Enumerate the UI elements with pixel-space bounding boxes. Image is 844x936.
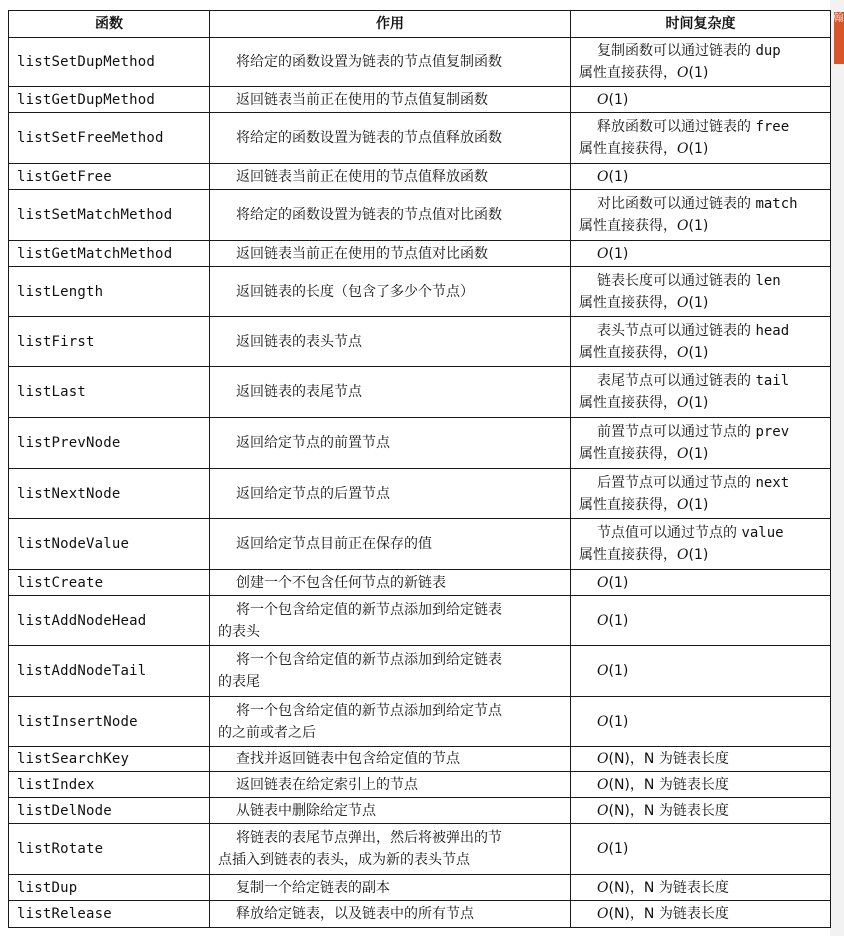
description-line: 返回链表当前正在使用的节点值释放函数 [236, 168, 488, 185]
time-complexity [571, 798, 831, 824]
complexity-value: O(1) [597, 841, 629, 857]
time-complexity [571, 697, 831, 747]
function-name: listSetMatchMethod [9, 190, 210, 241]
table-row [9, 418, 831, 469]
complexity-note-tail: 属性直接获得， [579, 294, 677, 311]
time-complexity [571, 164, 831, 190]
complexity-note-text: 对比函数可以通过链表的 [597, 196, 751, 212]
time-complexity [571, 267, 831, 317]
right-edge-strip [830, 0, 844, 936]
function-description [210, 38, 571, 87]
attribute-name: head [755, 322, 790, 339]
function-name: listDup [9, 875, 210, 901]
complexity-value: O(1) [597, 168, 629, 185]
description-line-2: 点插入到链表的表头，成为新的表头节点 [218, 852, 470, 868]
table-row [9, 87, 831, 113]
time-complexity [571, 38, 831, 87]
function-name: listGetMatchMethod [9, 241, 210, 267]
table-row [9, 646, 831, 697]
complexity-value: O(1) [597, 663, 629, 679]
table-row [9, 570, 831, 596]
attribute-name: free [755, 119, 790, 135]
table-row [9, 113, 831, 164]
table-row [9, 875, 831, 901]
table-row [9, 901, 831, 928]
function-name: listDelNode [9, 798, 210, 824]
description-line: 返回链表当前正在使用的节点值复制函数 [236, 91, 488, 108]
complexity-value: O(N) [597, 802, 630, 819]
function-name: listRotate [9, 824, 210, 875]
time-complexity [571, 747, 831, 772]
complexity-value: O(1) [677, 294, 709, 311]
header-purpose: 作用 [210, 11, 571, 38]
table-row [9, 596, 831, 646]
description-line: 返回链表的表头节点 [236, 333, 362, 350]
time-complexity [571, 519, 831, 570]
description-line: 从链表中删除给定节点 [236, 802, 376, 819]
description-line: 将给定的函数设置为链表的节点值对比函数 [236, 207, 502, 223]
complexity-line [579, 838, 628, 860]
time-complexity [571, 646, 831, 697]
complexity-note-text: 节点值可以通过节点的 [597, 525, 737, 541]
function-description [210, 418, 571, 469]
complexity-note [579, 421, 789, 443]
complexity-note-tail: 属性直接获得， [579, 344, 677, 361]
description-line: 返回链表的表尾节点 [236, 384, 362, 400]
function-description [210, 875, 571, 901]
complexity-value: O(1) [677, 496, 709, 513]
complexity-value: O(N) [597, 879, 630, 896]
description-line: 返回链表当前正在使用的节点值对比函数 [236, 245, 488, 262]
complexity-value: O(N) [597, 751, 630, 767]
description-line: 查找并返回链表中包含给定值的节点 [236, 751, 460, 767]
function-name: listNodeValue [9, 519, 210, 570]
complexity-value: O(1) [677, 218, 709, 234]
table-row [9, 367, 831, 418]
description-line: 返回给定节点的前置节点 [236, 435, 390, 451]
description-line-2: 的之前或者之后 [218, 724, 316, 741]
complexity-value: O(1) [677, 344, 709, 361]
time-complexity [571, 190, 831, 241]
complexity-value: O(1) [597, 245, 629, 262]
description-line-2: 的表尾 [218, 674, 260, 690]
complexity-value: O(1) [597, 713, 629, 730]
description-line: 将给定的函数设置为链表的节点值释放函数 [236, 130, 502, 146]
function-description [210, 164, 571, 190]
complexity-value: O(1) [597, 91, 629, 108]
complexity-note-tail: 属性直接获得， [579, 547, 677, 563]
complexity-value: O(1) [677, 395, 709, 411]
time-complexity [571, 113, 831, 164]
complexity-note [579, 193, 798, 215]
function-name: listGetFree [9, 164, 210, 190]
description-line: 将给定的函数设置为链表的节点值复制函数 [236, 54, 502, 70]
complexity-suffix: ，N 为链表长度 [629, 776, 729, 793]
complexity-line [579, 748, 729, 770]
function-description [210, 317, 571, 367]
attribute-name: dup [755, 43, 781, 59]
table-row [9, 747, 831, 772]
complexity-line [579, 243, 628, 265]
table-row [9, 190, 831, 241]
complexity-value: O(N) [597, 776, 630, 793]
time-complexity [571, 875, 831, 901]
complexity-note [579, 370, 789, 392]
list-api-table [8, 10, 831, 928]
complexity-line [579, 877, 729, 899]
function-name: listLast [9, 367, 210, 418]
attribute-name: len [755, 272, 781, 289]
complexity-line [579, 610, 628, 632]
function-description [210, 87, 571, 113]
description-line: 将一个包含给定值的新节点添加到给定链表 [236, 652, 502, 668]
complexity-line [579, 903, 729, 925]
time-complexity [571, 772, 831, 798]
function-description [210, 113, 571, 164]
header-complexity: 时间复杂度 [571, 11, 831, 38]
time-complexity [571, 824, 831, 875]
table-row [9, 798, 831, 824]
function-description [210, 646, 571, 697]
complexity-note-tail: 属性直接获得， [579, 218, 677, 234]
header-function: 函数 [9, 11, 210, 38]
complexity-note [579, 116, 789, 138]
function-description [210, 190, 571, 241]
description-line: 将一个包含给定值的新节点添加到给定链表 [236, 601, 502, 618]
table-row [9, 772, 831, 798]
function-description [210, 241, 571, 267]
description-line: 创建一个不包含任何节点的新链表 [236, 574, 446, 591]
attribute-name: match [755, 196, 798, 212]
function-description [210, 824, 571, 875]
table-row [9, 317, 831, 367]
function-name: listIndex [9, 772, 210, 798]
function-name: listInsertNode [9, 697, 210, 747]
header-row [9, 11, 831, 38]
complexity-line [579, 572, 628, 594]
complexity-note-tail: 属性直接获得， [579, 65, 677, 81]
time-complexity [571, 596, 831, 646]
function-name: listSearchKey [9, 747, 210, 772]
complexity-value: O(1) [597, 612, 629, 629]
complexity-suffix: ，N 为链表长度 [629, 751, 729, 767]
function-description [210, 469, 571, 519]
complexity-value: O(1) [677, 446, 709, 462]
description-line: 返回给定节点目前正在保存的值 [236, 536, 432, 552]
function-name: listCreate [9, 570, 210, 596]
complexity-line [579, 660, 628, 682]
table-row [9, 267, 831, 317]
time-complexity [571, 418, 831, 469]
function-description [210, 570, 571, 596]
description-line: 返回链表的长度（包含了多少个节点） [236, 283, 474, 300]
complexity-note [579, 472, 789, 494]
complexity-value: O(1) [597, 574, 629, 591]
description-line: 返回链表在给定索引上的节点 [236, 776, 418, 793]
complexity-note [579, 320, 789, 342]
function-name: listLength [9, 267, 210, 317]
complexity-note-tail: 属性直接获得， [579, 141, 677, 157]
table-row [9, 519, 831, 570]
complexity-suffix: ，N 为链表长度 [629, 906, 729, 922]
attribute-name: next [755, 474, 790, 491]
attribute-name: prev [755, 424, 790, 440]
complexity-note-text: 表头节点可以通过链表的 [597, 322, 751, 339]
function-description [210, 772, 571, 798]
complexity-note [579, 270, 781, 292]
complexity-line [579, 711, 628, 733]
description-line: 复制一个给定链表的副本 [236, 879, 390, 896]
description-line: 将一个包含给定值的新节点添加到给定节点 [236, 702, 502, 719]
function-description [210, 901, 571, 928]
table-row [9, 241, 831, 267]
complexity-note-text: 复制函数可以通过链表的 [597, 43, 751, 59]
function-description [210, 367, 571, 418]
function-name: listSetDupMethod [9, 38, 210, 87]
table-row [9, 469, 831, 519]
function-description [210, 747, 571, 772]
function-name: listRelease [9, 901, 210, 928]
function-description [210, 596, 571, 646]
complexity-value: O(1) [677, 547, 709, 563]
complexity-value: O(1) [677, 141, 709, 157]
description-line-2: 的表头 [218, 623, 260, 640]
function-name: listSetFreeMethod [9, 113, 210, 164]
complexity-note-text: 释放函数可以通过链表的 [597, 119, 751, 135]
time-complexity [571, 241, 831, 267]
function-name: listAddNodeTail [9, 646, 210, 697]
function-description [210, 697, 571, 747]
attribute-name: value [741, 525, 784, 541]
complexity-line [579, 800, 729, 822]
complexity-note-tail: 属性直接获得， [579, 496, 677, 513]
description-line: 将链表的表尾节点弹出，然后将被弹出的节 [236, 830, 502, 846]
complexity-value: O(N) [597, 906, 630, 922]
function-name: listAddNodeHead [9, 596, 210, 646]
complexity-note-tail: 属性直接获得， [579, 395, 677, 411]
time-complexity [571, 367, 831, 418]
complexity-note-text: 表尾节点可以通过链表的 [597, 373, 751, 389]
complexity-line [579, 166, 628, 188]
complexity-note-tail: 属性直接获得， [579, 446, 677, 462]
complexity-note [579, 40, 781, 62]
table-row [9, 164, 831, 190]
complexity-suffix: ，N 为链表长度 [629, 802, 729, 819]
complexity-suffix: ，N 为链表长度 [629, 879, 729, 896]
table-row [9, 38, 831, 87]
complexity-line [579, 89, 628, 111]
function-description [210, 267, 571, 317]
table-row [9, 824, 831, 875]
time-complexity [571, 570, 831, 596]
time-complexity [571, 901, 831, 928]
description-line: 返回给定节点的后置节点 [236, 485, 390, 502]
complexity-value: O(1) [677, 65, 709, 81]
function-description [210, 798, 571, 824]
function-description [210, 519, 571, 570]
function-name: listFirst [9, 317, 210, 367]
complexity-note-text: 后置节点可以通过节点的 [597, 474, 751, 491]
function-name: listGetDupMethod [9, 87, 210, 113]
function-name: listNextNode [9, 469, 210, 519]
attribute-name: tail [755, 373, 790, 389]
complexity-note-text: 链表长度可以通过链表的 [597, 272, 751, 289]
time-complexity [571, 87, 831, 113]
table-row [9, 697, 831, 747]
complexity-note-text: 前置节点可以通过节点的 [597, 424, 751, 440]
complexity-line [579, 774, 729, 796]
complexity-note [579, 522, 784, 544]
description-line: 释放给定链表，以及链表中的所有节点 [236, 906, 474, 922]
table-body [9, 38, 831, 928]
time-complexity [571, 317, 831, 367]
function-name: listPrevNode [9, 418, 210, 469]
time-complexity [571, 469, 831, 519]
side-tab[interactable]: 翰 [834, 12, 844, 64]
